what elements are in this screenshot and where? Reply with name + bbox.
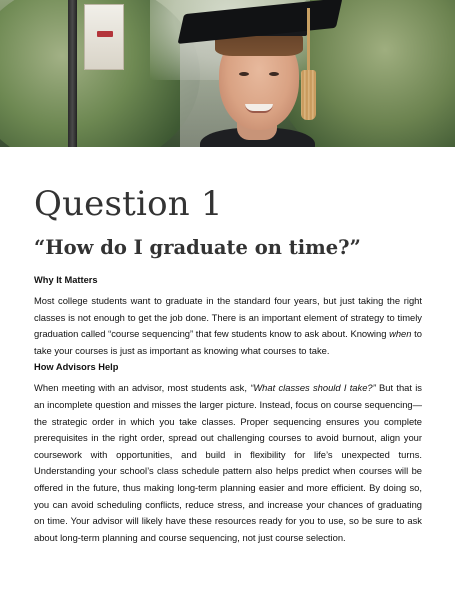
- tassel-cord: [307, 8, 310, 78]
- why-text-part2: to take your courses is just as important as knowing what courses to take.: [34, 328, 422, 356]
- why-text-part1: Most college students want to graduate in the standard four years, but just taking the right classes is not enough to get the job done. There is an important element of strategy to timely graduation called “course sequencing” that few students know to ask about. Knowing: [34, 295, 422, 340]
- tassel-icon: [301, 70, 316, 120]
- page-subtitle: “How do I graduate on time?”: [34, 236, 361, 259]
- how-text-part2: But that is an incomplete question and misses the larger picture. Instead, focus on course sequencing—the strategic order in which you take classes. Proper sequencing ensures you complete prerequisites in the right order, spread out challenging courses to avoid burnout, align your coursework with opportunities, and build in flexibility for life’s unexpected turns. Understanding your school’s class schedule pattern also helps predict when courses will be offered in the future, thus making long-term planning easier and more efficient. By doing so, you can avoid scheduling conflicts, reduce stress, and increase your chances of graduating on time. Your advisor will likely have these resources ready for you to use, so be sure to ask about long-term planning and course sequencing, not just course selection.: [34, 382, 422, 543]
- banner-mark: [97, 31, 113, 37]
- campus-banner: [84, 4, 124, 70]
- person-eye-right: [269, 72, 279, 76]
- paragraph-why-it-matters: [34, 293, 422, 359]
- section-heading-why-it-matters: Why It Matters: [34, 275, 98, 285]
- lamp-pole: [68, 0, 77, 147]
- graduate-person: [175, 0, 345, 147]
- paragraph-how-advisors-help: [34, 380, 422, 546]
- how-text-quote: “What classes should I take?”: [250, 382, 376, 394]
- page-title: Question 1: [34, 184, 223, 224]
- hero-photo: [0, 0, 455, 147]
- how-text-part1: When meeting with an advisor, most students ask,: [34, 382, 251, 394]
- article-content: [34, 184, 422, 546]
- person-eye-left: [239, 72, 249, 76]
- why-text-emphasis: when: [389, 328, 412, 340]
- section-heading-how-advisors-help: How Advisors Help: [34, 362, 119, 373]
